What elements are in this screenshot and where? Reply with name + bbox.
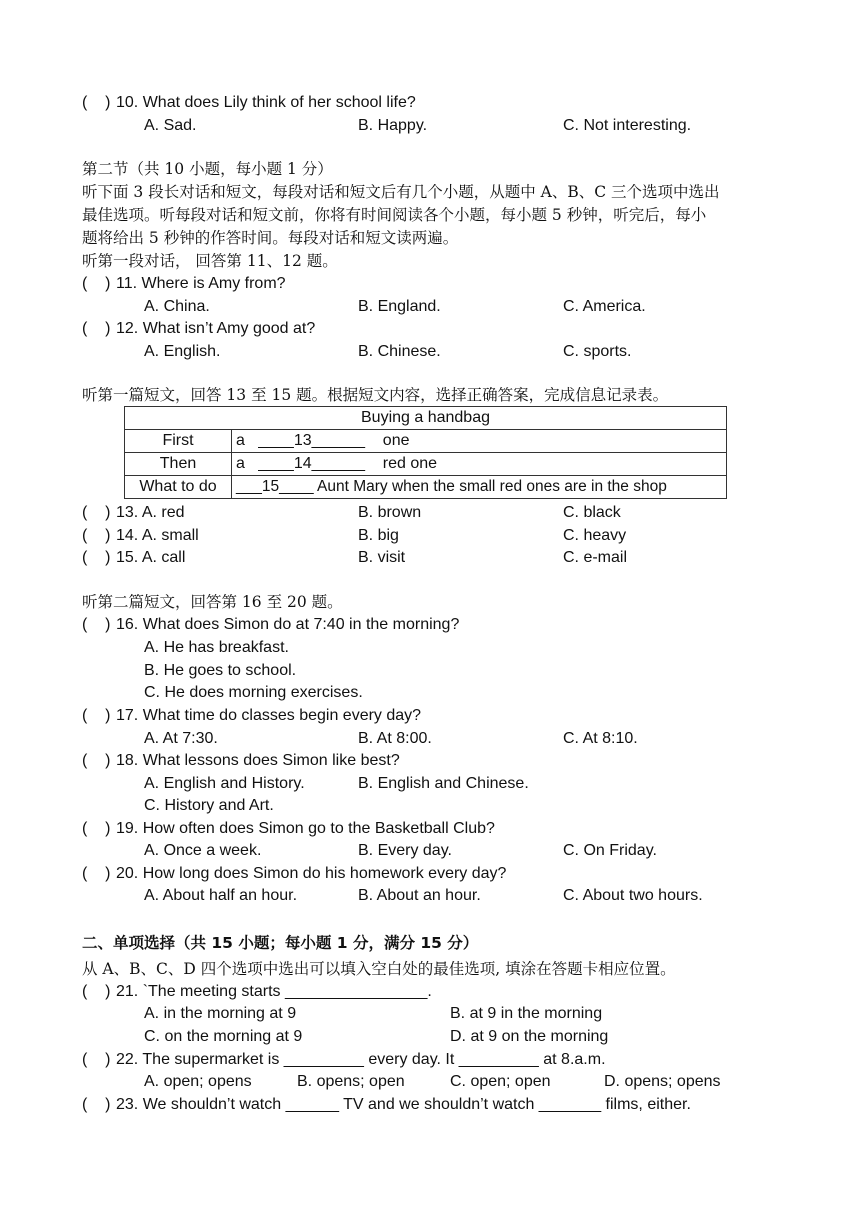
question-number: 20. <box>116 865 139 882</box>
option-b: B. big <box>358 527 399 544</box>
answer-bracket[interactable]: ( ) <box>82 504 111 521</box>
option-a: A. English and History. <box>144 775 305 792</box>
question-text: What isn’t Amy good at? <box>142 320 316 337</box>
option-a: A. open; opens <box>144 1073 252 1090</box>
passage-1-instruction: 听第一篇短文，回答 13 至 15 题。根据短文内容，选择正确答案，完成信息记录表。 <box>82 386 669 404</box>
option-a: A. About half an hour. <box>144 887 298 904</box>
table-row <box>125 453 727 476</box>
option-c: C. About two hours. <box>563 887 703 904</box>
option-b: B. Happy. <box>358 117 428 134</box>
row-label: First <box>125 430 232 453</box>
table-title: Buying a handbag <box>125 407 727 430</box>
table-row <box>125 430 727 453</box>
question-text: The supermarket is _________ every day. It _________ at 8.a.m. <box>142 1051 606 1068</box>
question-text: `The meeting starts ________________. <box>142 983 432 1000</box>
question-13 <box>82 502 185 524</box>
option-b: B. Chinese. <box>358 343 441 360</box>
row-label: What to do <box>125 476 232 499</box>
question-number: 14. <box>116 527 139 544</box>
option-b: B. England. <box>358 298 441 315</box>
option-b: B. visit <box>358 549 406 566</box>
question-15 <box>82 547 185 569</box>
option-a: A. Once a week. <box>144 842 262 859</box>
option-b: B. He goes to school. <box>144 662 297 679</box>
option-a: A. small <box>141 527 199 544</box>
question-22 <box>82 1049 606 1071</box>
answer-bracket[interactable]: ( ) <box>82 616 111 633</box>
question-18 <box>82 750 400 772</box>
option-c: C. Not interesting. <box>563 117 692 134</box>
option-c: C. heavy <box>563 527 627 544</box>
answer-bracket[interactable]: ( ) <box>82 820 111 837</box>
question-text: We shouldn’t watch ______ TV and we shouldn’t watch _______ films, either. <box>142 1096 691 1113</box>
option-d: D. opens; opens <box>604 1073 721 1090</box>
option-a: A. At 7:30. <box>144 730 218 747</box>
question-text: What lessons does Simon like best? <box>142 752 400 769</box>
option-a: A. Sad. <box>144 117 197 134</box>
question-20 <box>82 863 506 885</box>
option-a: A. English. <box>144 343 221 360</box>
question-text: How long does Simon do his homework every day? <box>142 865 507 882</box>
answer-bracket[interactable]: ( ) <box>82 1096 111 1113</box>
option-c: C. He does morning exercises. <box>144 684 363 701</box>
answer-bracket[interactable]: ( ) <box>82 865 111 882</box>
question-number: 16. <box>116 616 139 633</box>
question-10 <box>82 92 416 114</box>
option-c: C. At 8:10. <box>563 730 638 747</box>
question-text: What does Lily think of her school life? <box>142 94 416 111</box>
answer-bracket[interactable]: ( ) <box>82 94 111 111</box>
question-number: 21. <box>116 983 139 1000</box>
option-a: A. in the morning at 9 <box>144 1005 297 1022</box>
section-instructions-1: 听下面 3 段长对话和短文，每段对话和短文后有几个小题，从题中 A、B、C 三个选项中选出 <box>82 183 720 201</box>
row-value[interactable]: a ____13______ one <box>232 430 727 453</box>
question-text: What does Simon do at 7:40 in the morning? <box>142 616 460 633</box>
question-number: 17. <box>116 707 139 724</box>
table-header-row <box>125 407 727 430</box>
answer-bracket[interactable]: ( ) <box>82 549 111 566</box>
row-label: Then <box>125 453 232 476</box>
option-b: B. At 8:00. <box>358 730 432 747</box>
answer-bracket[interactable]: ( ) <box>82 1051 111 1068</box>
row-value[interactable]: ___15____ Aunt Mary when the small red ones are in the shop <box>232 476 727 499</box>
table-row <box>125 476 727 499</box>
answer-bracket[interactable]: ( ) <box>82 707 111 724</box>
question-23 <box>82 1094 691 1116</box>
option-b: B. Every day. <box>358 842 452 859</box>
question-number: 19. <box>116 820 139 837</box>
section-instructions-2: 最佳选项。听每段对话和短文前，你将有时间阅读各个小题，每小题 5 秒钟，听完后，每小 <box>82 206 707 224</box>
question-16 <box>82 614 459 636</box>
answer-bracket[interactable]: ( ) <box>82 752 111 769</box>
option-a: A. call <box>141 549 186 566</box>
section-title: 第二节（共 10 小题，每小题 1 分） <box>82 160 333 178</box>
question-text: How often does Simon go to the Basketball Club? <box>142 820 495 837</box>
row-value[interactable]: a ____14______ red one <box>232 453 727 476</box>
option-b: B. brown <box>358 504 422 521</box>
question-11 <box>82 273 286 295</box>
option-b: B. English and Chinese. <box>358 775 529 792</box>
section-instructions-3: 题将给出 5 秒钟的作答时间。每段对话和短文读两遍。 <box>82 229 459 247</box>
question-number: 11. <box>116 275 138 292</box>
option-b: B. at 9 in the morning <box>450 1005 603 1022</box>
question-number: 12. <box>116 320 139 337</box>
part-2-title: 二、单项选择（共 15 小题；每小题 1 分，满分 15 分） <box>82 934 479 952</box>
passage-2-instruction: 听第二篇短文，回答第 16 至 20 题。 <box>82 593 343 611</box>
info-record-table <box>124 406 727 499</box>
option-a: A. He has breakfast. <box>144 639 289 656</box>
option-c: C. black <box>563 504 621 521</box>
option-c: C. History and Art. <box>144 797 274 814</box>
answer-bracket[interactable]: ( ) <box>82 983 111 1000</box>
answer-bracket[interactable]: ( ) <box>82 275 111 292</box>
question-number: 13. <box>116 504 139 521</box>
part-2-instructions: 从 A、B、C、D 四个选项中选出可以填入空白处的最佳选项, 填涂在答题卡相应位置。 <box>82 960 676 978</box>
option-d: D. at 9 on the morning <box>450 1028 609 1045</box>
question-number: 10. <box>116 94 139 111</box>
question-number: 15. <box>116 549 139 566</box>
option-a: A. red <box>141 504 185 521</box>
option-c: C. On Friday. <box>563 842 657 859</box>
option-a: A. China. <box>144 298 210 315</box>
question-19 <box>82 818 495 840</box>
dialog-1-instruction: 听第一段对话， 回答第 11、12 题。 <box>82 252 338 270</box>
option-b: B. opens; open <box>297 1073 405 1090</box>
question-number: 18. <box>116 752 139 769</box>
option-b: B. About an hour. <box>358 887 481 904</box>
option-c: C. America. <box>563 298 646 315</box>
question-text: Where is Amy from? <box>141 275 286 292</box>
question-17 <box>82 705 421 727</box>
question-number: 22. <box>116 1051 139 1068</box>
answer-bracket[interactable]: ( ) <box>82 320 111 337</box>
answer-bracket[interactable]: ( ) <box>82 527 111 544</box>
option-c: C. open; open <box>450 1073 551 1090</box>
question-text: What time do classes begin every day? <box>142 707 422 724</box>
option-c: C. on the morning at 9 <box>144 1028 303 1045</box>
question-21 <box>82 981 432 1003</box>
option-c: C. e-mail <box>563 549 628 566</box>
question-12 <box>82 318 315 340</box>
option-c: C. sports. <box>563 343 632 360</box>
question-14 <box>82 525 199 547</box>
question-number: 23. <box>116 1096 139 1113</box>
